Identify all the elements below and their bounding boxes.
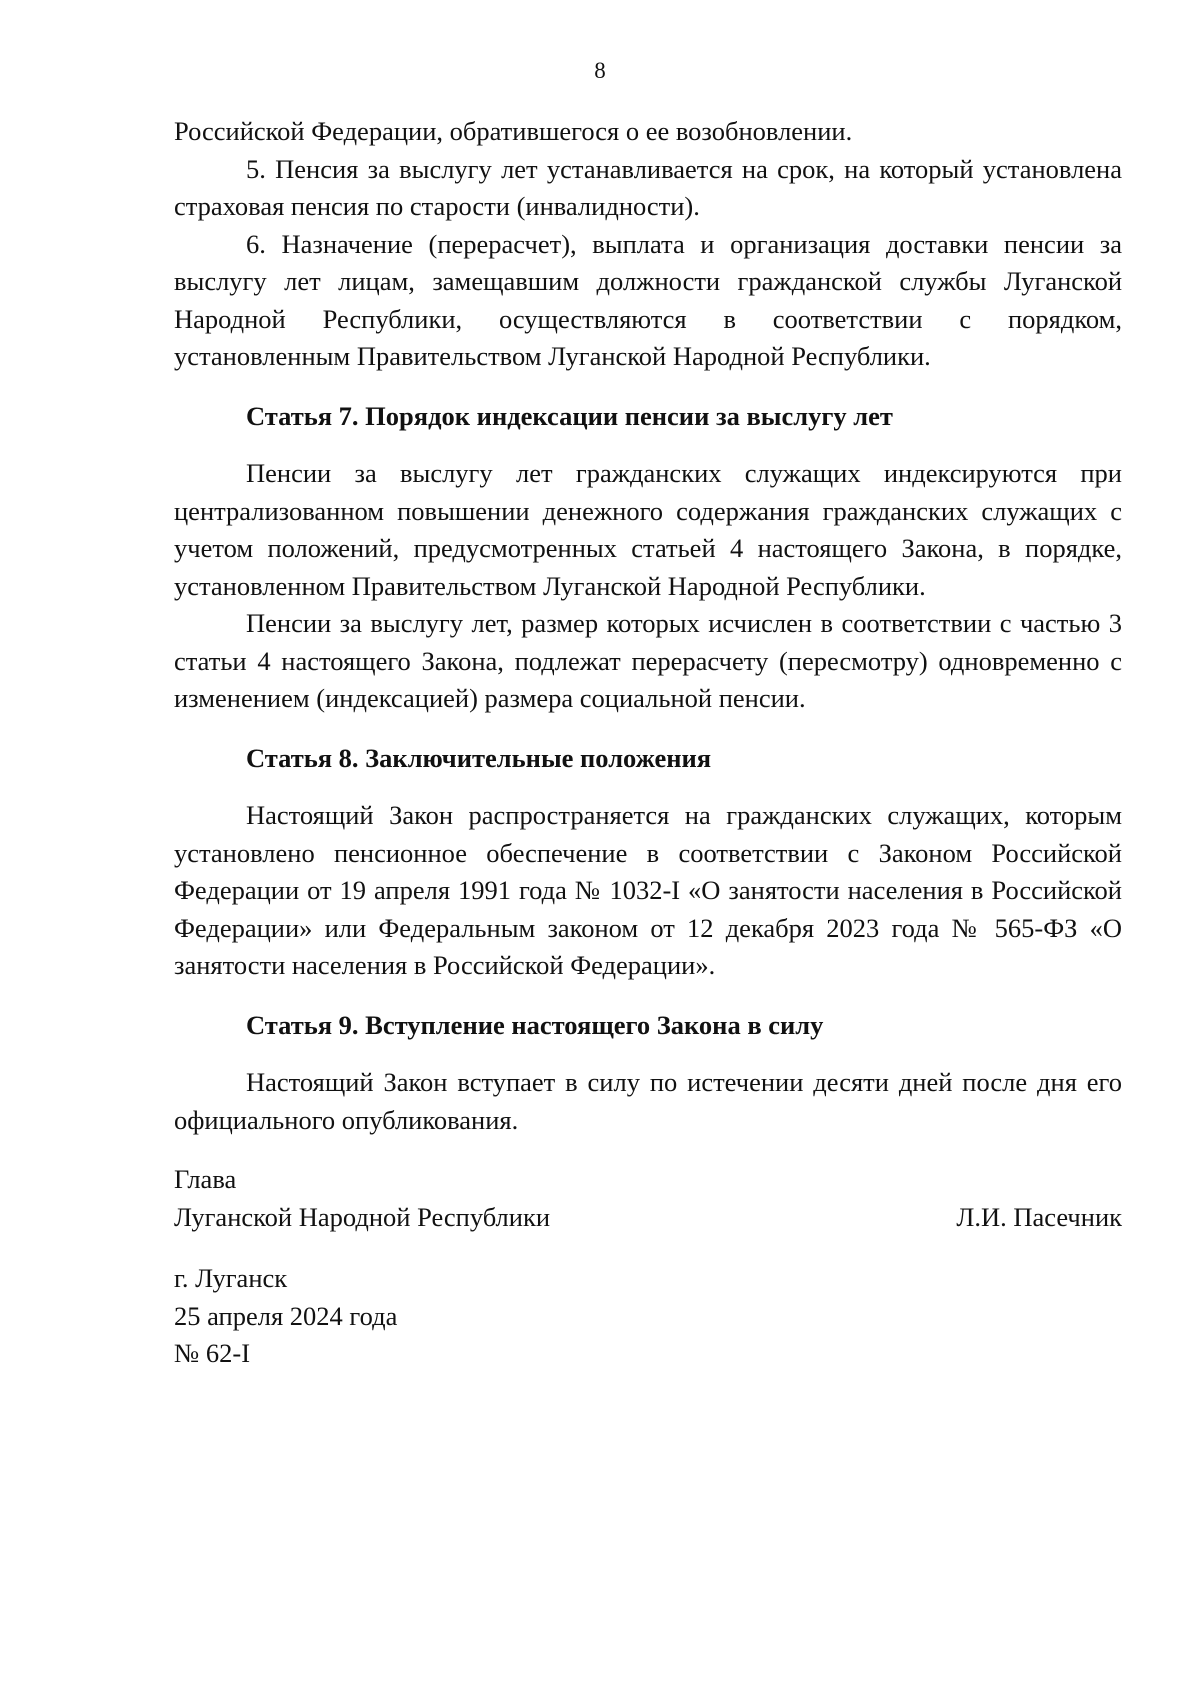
document-body xyxy=(174,113,1122,1373)
article-8-title: Статья 8. Заключительные положения xyxy=(246,742,712,773)
article-9-paragraph-1: Настоящий Закон вступает в силу по истечении десяти дней после дня его официального опубликования. xyxy=(174,1067,1122,1135)
document-meta xyxy=(174,1260,1122,1373)
article-9-title: Статья 9. Вступление настоящего Закона в силу xyxy=(246,1009,824,1040)
paragraph-continuation: Российской Федерации, обратившегося о ее возобновлении. xyxy=(174,116,853,146)
article-7-paragraph-1: Пенсии за выслугу лет гражданских служащих индексируются при централизованном повышении денежного содержания гражданских служащих с учетом положений, предусмотренных статьей 4 настоящего Закона, в порядке, установленном Правительством Луганской Народной Республики. xyxy=(174,458,1122,601)
signatory-position-line2: Луганской Народной Республики xyxy=(174,1201,551,1232)
signatory-position-line1: Глава xyxy=(174,1164,237,1194)
article-7-paragraph-2: Пенсии за выслугу лет, размер которых исчислен в соответствии с частью 3 статьи 4 настоящего Закона, подлежат перерасчету (пересмотру) одновременно с изменением (индексацией) размера социальной пенсии. xyxy=(174,608,1122,713)
paragraph-item-5: 5. Пенсия за выслугу лет устанавливается на срок, на который установлена страховая пенсия по старости (инвалидности). xyxy=(174,153,1122,221)
document-number: № 62-I xyxy=(174,1338,251,1368)
article-7-title: Статья 7. Порядок индексации пенсии за выслугу лет xyxy=(246,400,893,431)
page-number: 8 xyxy=(594,58,606,83)
paragraph-item-6: 6. Назначение (перерасчет), выплата и организация доставки пенсии за выслугу лет лицам, замещавшим должности гражданской службы Луганской Народной Республики, осуществляются в соответствии с порядком, установленным Правительством Луганской Народной Республики. xyxy=(174,228,1122,371)
document-city: г. Луганск xyxy=(174,1263,288,1293)
signature-block xyxy=(174,1161,1122,1236)
document-date: 25 апреля 2024 года xyxy=(174,1300,398,1331)
signatory-name: Л.И. Пасечник xyxy=(956,1201,1122,1232)
signature-row xyxy=(174,1199,1122,1237)
article-8-paragraph-1: Настоящий Закон распространяется на гражданских служащих, которым установлено пенсионное обеспечение в соответствии с Законом Российской Федерации от 19 апреля 1991 года № 1032-I «О занятости населения в Российской Федерации» или Федеральным законом от 12 декабря 2023 года № 565-ФЗ «О занятости населения в Российской Федерации». xyxy=(174,800,1122,980)
